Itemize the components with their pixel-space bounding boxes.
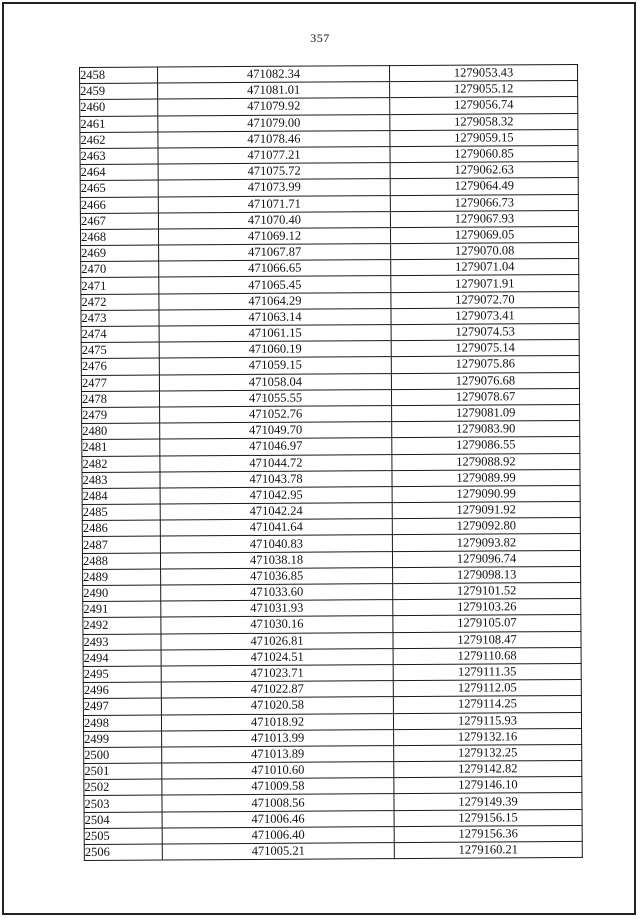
point-number-cell: 2495 xyxy=(83,666,161,683)
x-coordinate-cell: 471070.40 xyxy=(158,211,390,229)
x-coordinate-cell: 471009.58 xyxy=(162,778,394,796)
point-number-cell: 2497 xyxy=(83,698,161,715)
y-coordinate-cell: 1279070.08 xyxy=(391,243,579,260)
y-coordinate-cell: 1279098.13 xyxy=(393,566,581,583)
y-coordinate-cell: 1279160.21 xyxy=(394,841,582,858)
x-coordinate-cell: 471055.55 xyxy=(159,389,391,407)
point-number-cell: 2458 xyxy=(80,67,158,84)
x-coordinate-cell: 471013.89 xyxy=(162,745,394,763)
y-coordinate-cell: 1279156.15 xyxy=(394,809,582,826)
point-number-cell: 2460 xyxy=(80,99,158,116)
point-number-cell: 2487 xyxy=(82,536,160,553)
x-coordinate-cell: 471066.65 xyxy=(159,260,391,278)
point-number-cell: 2465 xyxy=(80,180,158,197)
x-coordinate-cell: 471079.00 xyxy=(158,114,390,132)
x-coordinate-cell: 471046.97 xyxy=(160,438,392,456)
point-number-cell: 2485 xyxy=(82,504,160,521)
point-number-cell: 2490 xyxy=(83,585,161,602)
x-coordinate-cell: 471073.99 xyxy=(158,179,390,197)
x-coordinate-cell: 471024.51 xyxy=(161,648,393,666)
y-coordinate-cell: 1279062.63 xyxy=(390,162,578,179)
point-number-cell: 2471 xyxy=(81,277,159,294)
point-number-cell: 2505 xyxy=(84,828,162,845)
y-coordinate-cell: 1279096.74 xyxy=(392,550,580,567)
x-coordinate-cell: 471022.87 xyxy=(161,681,393,699)
y-coordinate-cell: 1279093.82 xyxy=(392,534,580,551)
y-coordinate-cell: 1279053.43 xyxy=(389,64,577,81)
x-coordinate-cell: 471042.95 xyxy=(160,486,392,504)
y-coordinate-cell: 1279086.55 xyxy=(392,437,580,454)
table-row xyxy=(84,841,582,860)
x-coordinate-cell: 471052.76 xyxy=(160,406,392,424)
x-coordinate-cell: 471071.71 xyxy=(158,195,390,213)
y-coordinate-cell: 1279074.53 xyxy=(391,323,579,340)
point-number-cell: 2463 xyxy=(80,148,158,165)
coordinates-table xyxy=(79,64,583,861)
point-number-cell: 2473 xyxy=(81,310,159,327)
point-number-cell: 2474 xyxy=(81,326,159,343)
y-coordinate-cell: 1279101.52 xyxy=(393,582,581,599)
x-coordinate-cell: 471061.15 xyxy=(159,325,391,343)
x-coordinate-cell: 471033.60 xyxy=(161,584,393,602)
y-coordinate-cell: 1279091.92 xyxy=(392,502,580,519)
y-coordinate-cell: 1279055.12 xyxy=(390,81,578,98)
point-number-cell: 2464 xyxy=(80,164,158,181)
y-coordinate-cell: 1279149.39 xyxy=(394,793,582,810)
x-coordinate-cell: 471078.46 xyxy=(158,130,390,148)
y-coordinate-cell: 1279078.67 xyxy=(391,388,579,405)
x-coordinate-cell: 471077.21 xyxy=(158,147,390,165)
y-coordinate-cell: 1279103.26 xyxy=(393,599,581,616)
point-number-cell: 2504 xyxy=(84,812,162,829)
x-coordinate-cell: 471067.87 xyxy=(159,244,391,262)
x-coordinate-cell: 471064.29 xyxy=(159,292,391,310)
y-coordinate-cell: 1279114.25 xyxy=(393,696,581,713)
y-coordinate-cell: 1279142.82 xyxy=(394,761,582,778)
x-coordinate-cell: 471031.93 xyxy=(161,600,393,618)
y-coordinate-cell: 1279105.07 xyxy=(393,615,581,632)
point-number-cell: 2472 xyxy=(81,294,159,311)
point-number-cell: 2498 xyxy=(83,715,161,732)
point-number-cell: 2489 xyxy=(83,569,161,586)
x-coordinate-cell: 471036.85 xyxy=(161,567,393,585)
point-number-cell: 2469 xyxy=(81,245,159,262)
y-coordinate-cell: 1279072.70 xyxy=(391,291,579,308)
point-number-cell: 2470 xyxy=(81,261,159,278)
x-coordinate-cell: 471006.46 xyxy=(162,810,394,828)
point-number-cell: 2499 xyxy=(84,731,162,748)
x-coordinate-cell: 471005.21 xyxy=(162,843,394,861)
point-number-cell: 2475 xyxy=(81,342,159,359)
x-coordinate-cell: 471058.04 xyxy=(159,373,391,391)
y-coordinate-cell: 1279064.49 xyxy=(390,178,578,195)
point-number-cell: 2477 xyxy=(81,375,159,392)
y-coordinate-cell: 1279066.73 xyxy=(390,194,578,211)
point-number-cell: 2503 xyxy=(84,795,162,812)
x-coordinate-cell: 471065.45 xyxy=(159,276,391,294)
y-coordinate-cell: 1279076.68 xyxy=(391,372,579,389)
point-number-cell: 2461 xyxy=(80,116,158,133)
point-number-cell: 2479 xyxy=(82,407,160,424)
x-coordinate-cell: 471069.12 xyxy=(158,227,390,245)
y-coordinate-cell: 1279111.35 xyxy=(393,663,581,680)
y-coordinate-cell: 1279071.04 xyxy=(391,259,579,276)
x-coordinate-cell: 471010.60 xyxy=(162,762,394,780)
x-coordinate-cell: 471079.92 xyxy=(158,98,390,116)
y-coordinate-cell: 1279056.74 xyxy=(390,97,578,114)
x-coordinate-cell: 471059.15 xyxy=(159,357,391,375)
point-number-cell: 2482 xyxy=(82,456,160,473)
point-number-cell: 2467 xyxy=(80,213,158,230)
x-coordinate-cell: 471020.58 xyxy=(161,697,393,715)
y-coordinate-cell: 1279075.86 xyxy=(391,356,579,373)
x-coordinate-cell: 471063.14 xyxy=(159,308,391,326)
y-coordinate-cell: 1279073.41 xyxy=(391,307,579,324)
y-coordinate-cell: 1279071.91 xyxy=(391,275,579,292)
x-coordinate-cell: 471026.81 xyxy=(161,632,393,650)
y-coordinate-cell: 1279060.85 xyxy=(390,145,578,162)
coordinates-table-body xyxy=(80,64,583,860)
point-number-cell: 2496 xyxy=(83,682,161,699)
y-coordinate-cell: 1279058.32 xyxy=(390,113,578,130)
y-coordinate-cell: 1279092.80 xyxy=(392,518,580,535)
y-coordinate-cell: 1279059.15 xyxy=(390,129,578,146)
point-number-cell: 2476 xyxy=(81,358,159,375)
y-coordinate-cell: 1279075.14 xyxy=(391,340,579,357)
x-coordinate-cell: 471018.92 xyxy=(161,713,393,731)
point-number-cell: 2483 xyxy=(82,472,160,489)
point-number-cell: 2500 xyxy=(84,747,162,764)
point-number-cell: 2462 xyxy=(80,132,158,149)
y-coordinate-cell: 1279083.90 xyxy=(392,421,580,438)
y-coordinate-cell: 1279156.36 xyxy=(394,825,582,842)
x-coordinate-cell: 471060.19 xyxy=(159,341,391,359)
x-coordinate-cell: 471006.40 xyxy=(162,826,394,844)
y-coordinate-cell: 1279146.10 xyxy=(394,777,582,794)
point-number-cell: 2501 xyxy=(84,763,162,780)
point-number-cell: 2481 xyxy=(82,439,160,456)
y-coordinate-cell: 1279110.68 xyxy=(393,647,581,664)
x-coordinate-cell: 471040.83 xyxy=(160,535,392,553)
x-coordinate-cell: 471075.72 xyxy=(158,163,390,181)
x-coordinate-cell: 471023.71 xyxy=(161,665,393,683)
x-coordinate-cell: 471041.64 xyxy=(160,519,392,537)
x-coordinate-cell: 471044.72 xyxy=(160,454,392,472)
point-number-cell: 2484 xyxy=(82,488,160,505)
point-number-cell: 2486 xyxy=(82,520,160,537)
y-coordinate-cell: 1279090.99 xyxy=(392,485,580,502)
x-coordinate-cell: 471082.34 xyxy=(158,66,390,84)
point-number-cell: 2478 xyxy=(81,391,159,408)
y-coordinate-cell: 1279088.92 xyxy=(392,453,580,470)
x-coordinate-cell: 471049.70 xyxy=(160,422,392,440)
point-number-cell: 2488 xyxy=(82,553,160,570)
y-coordinate-cell: 1279115.93 xyxy=(393,712,581,729)
x-coordinate-cell: 471013.99 xyxy=(162,729,394,747)
point-number-cell: 2468 xyxy=(80,229,158,246)
point-number-cell: 2491 xyxy=(83,601,161,618)
point-number-cell: 2506 xyxy=(84,844,162,861)
point-number-cell: 2502 xyxy=(84,779,162,796)
x-coordinate-cell: 471030.16 xyxy=(161,616,393,634)
point-number-cell: 2480 xyxy=(82,423,160,440)
point-number-cell: 2492 xyxy=(83,617,161,634)
y-coordinate-cell: 1279108.47 xyxy=(393,631,581,648)
point-number-cell: 2466 xyxy=(80,197,158,214)
y-coordinate-cell: 1279112.05 xyxy=(393,680,581,697)
x-coordinate-cell: 471042.24 xyxy=(160,503,392,521)
x-coordinate-cell: 471043.78 xyxy=(160,470,392,488)
x-coordinate-cell: 471038.18 xyxy=(160,551,392,569)
x-coordinate-cell: 471081.01 xyxy=(158,82,390,100)
y-coordinate-cell: 1279081.09 xyxy=(392,404,580,421)
y-coordinate-cell: 1279132.25 xyxy=(394,744,582,761)
y-coordinate-cell: 1279132.16 xyxy=(394,728,582,745)
y-coordinate-cell: 1279069.05 xyxy=(390,226,578,243)
y-coordinate-cell: 1279067.93 xyxy=(390,210,578,227)
y-coordinate-cell: 1279089.99 xyxy=(392,469,580,486)
page-number: 357 xyxy=(310,31,330,45)
point-number-cell: 2493 xyxy=(83,634,161,651)
point-number-cell: 2459 xyxy=(80,83,158,100)
point-number-cell: 2494 xyxy=(83,650,161,667)
x-coordinate-cell: 471008.56 xyxy=(162,794,394,812)
